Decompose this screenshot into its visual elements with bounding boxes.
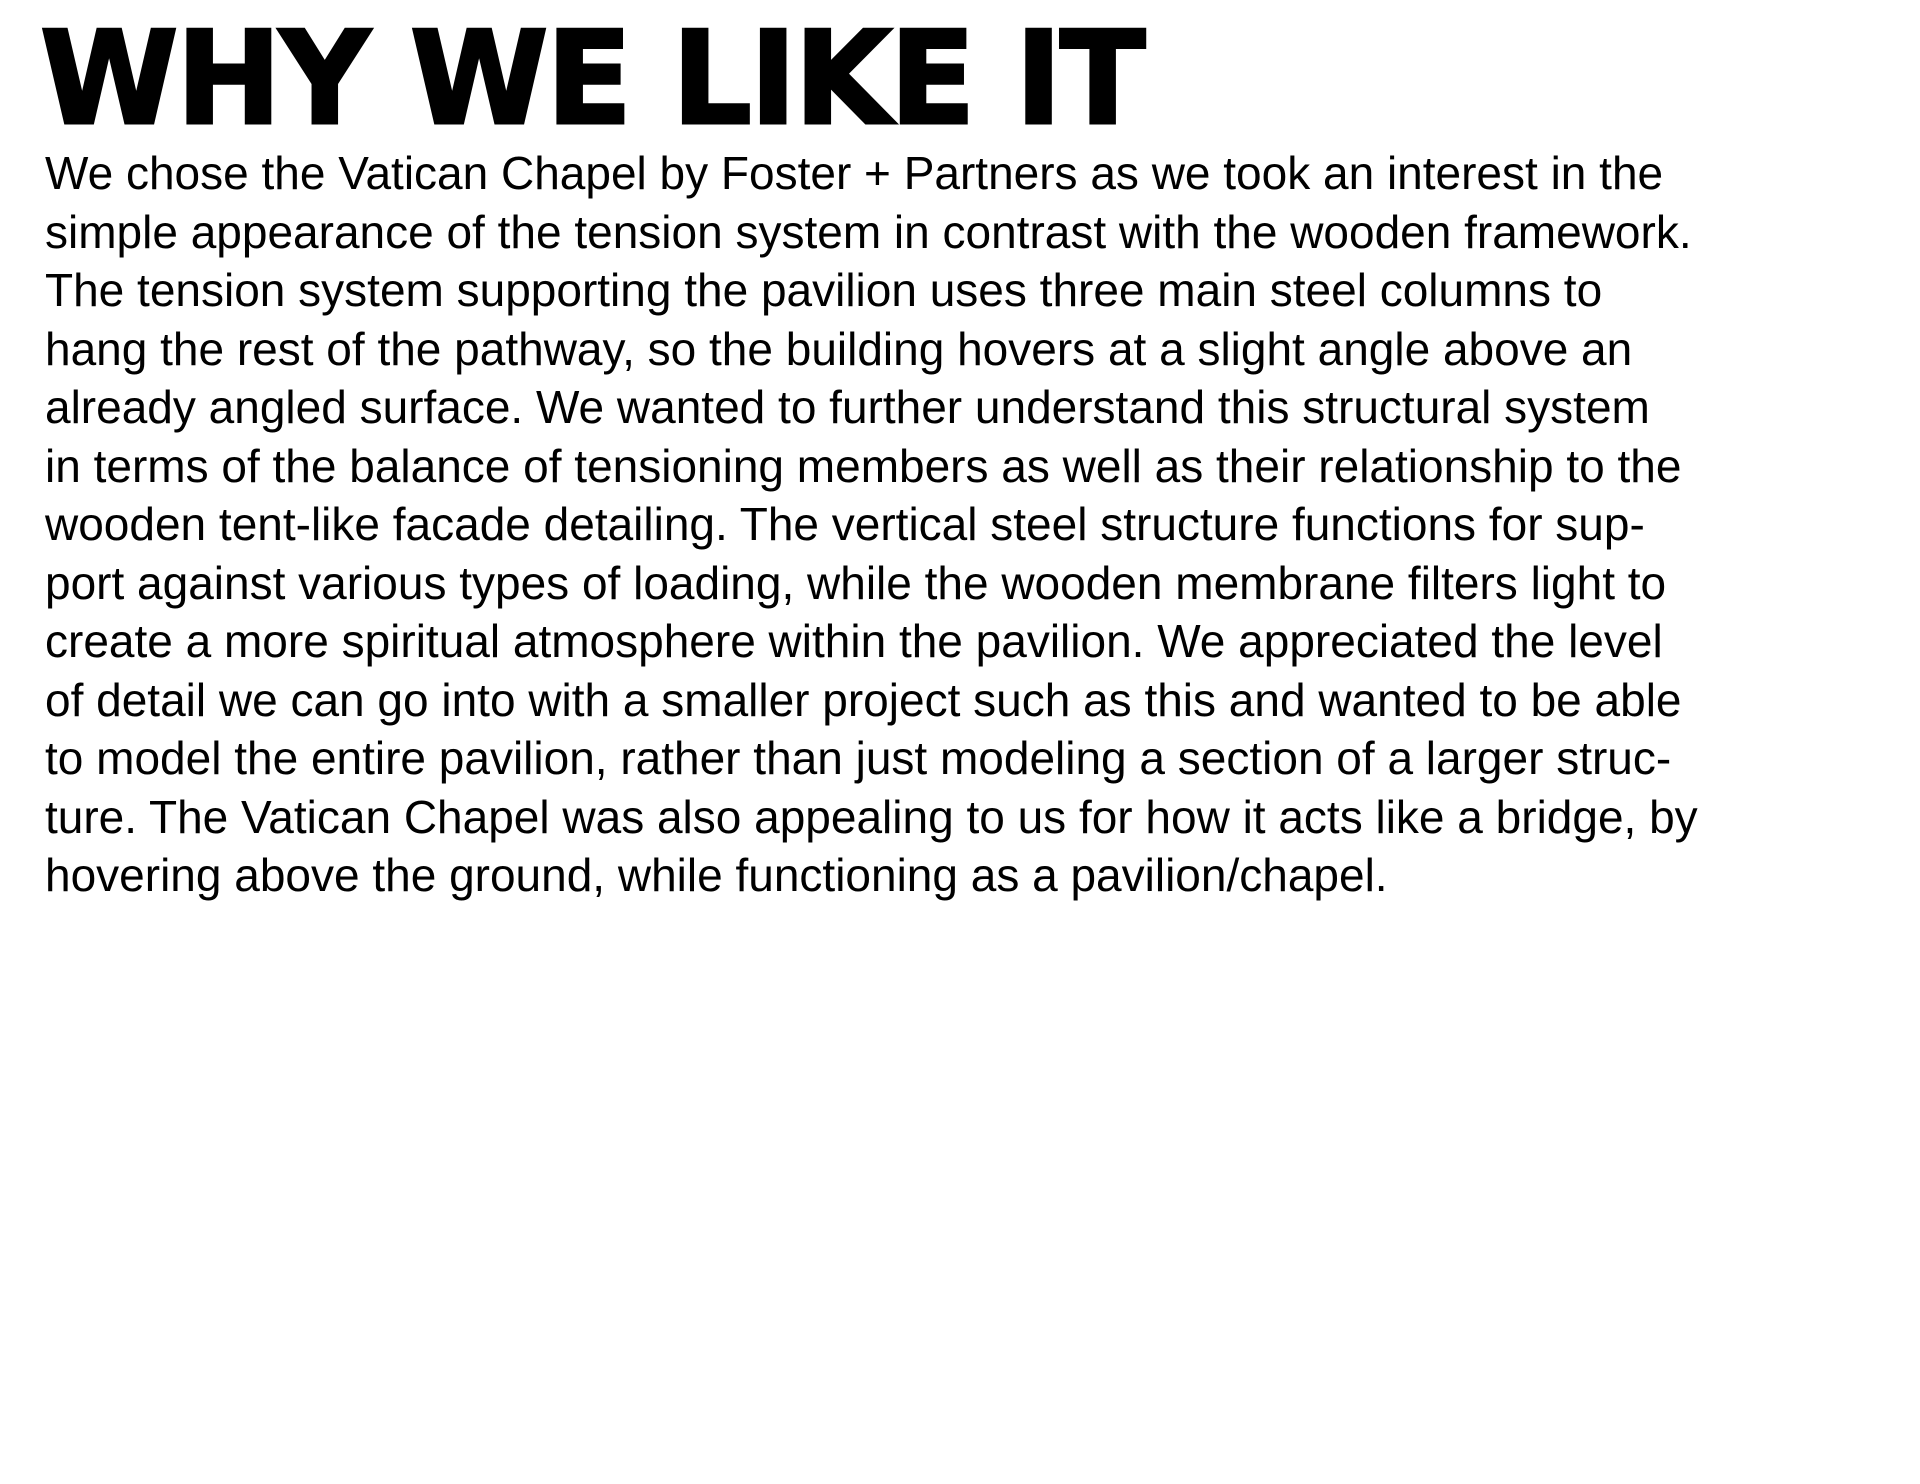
paragraph-line: hang the rest of the pathway, so the building hovers at a slight angle above an xyxy=(45,322,1633,375)
paragraph-line: The tension system supporting the pavilion uses three main steel columns to xyxy=(45,264,1603,316)
paragraph-line: to model the entire pavilion, rather than just modeling a section of a larger struc- xyxy=(45,732,1672,784)
page-title: WHY WE LIKE IT xyxy=(40,5,1144,154)
paragraph-line: simple appearance of the tension system in contrast with the wooden framework. xyxy=(45,205,1692,258)
paragraph-line: in terms of the balance of tensioning members as well as their relationship to the xyxy=(45,439,1682,492)
paragraph-line: ture. The Vatican Chapel was also appealing to us for how it acts like a bridge, by xyxy=(45,790,1698,843)
paragraph-line: port against various types of loading, while the wooden membrane filters light to xyxy=(45,556,1667,609)
paragraph-line: already angled surface. We wanted to further understand this structural system xyxy=(45,381,1650,433)
paragraph-line: of detail we can go into with a smaller project such as this and wanted to be able xyxy=(45,673,1682,726)
paragraph-line: create a more spiritual atmosphere within the pavilion. We appreciated the level xyxy=(45,615,1663,667)
paragraph-line: wooden tent-like facade detailing. The vertical steel structure functions for sup- xyxy=(45,498,1645,550)
paragraph-line: We chose the Vatican Chapel by Foster + Partners as we took an interest in the xyxy=(45,147,1664,199)
paragraph-line: hovering above the ground, while functioning as a pavilion/chapel. xyxy=(45,849,1388,901)
body-paragraph xyxy=(45,144,1885,905)
